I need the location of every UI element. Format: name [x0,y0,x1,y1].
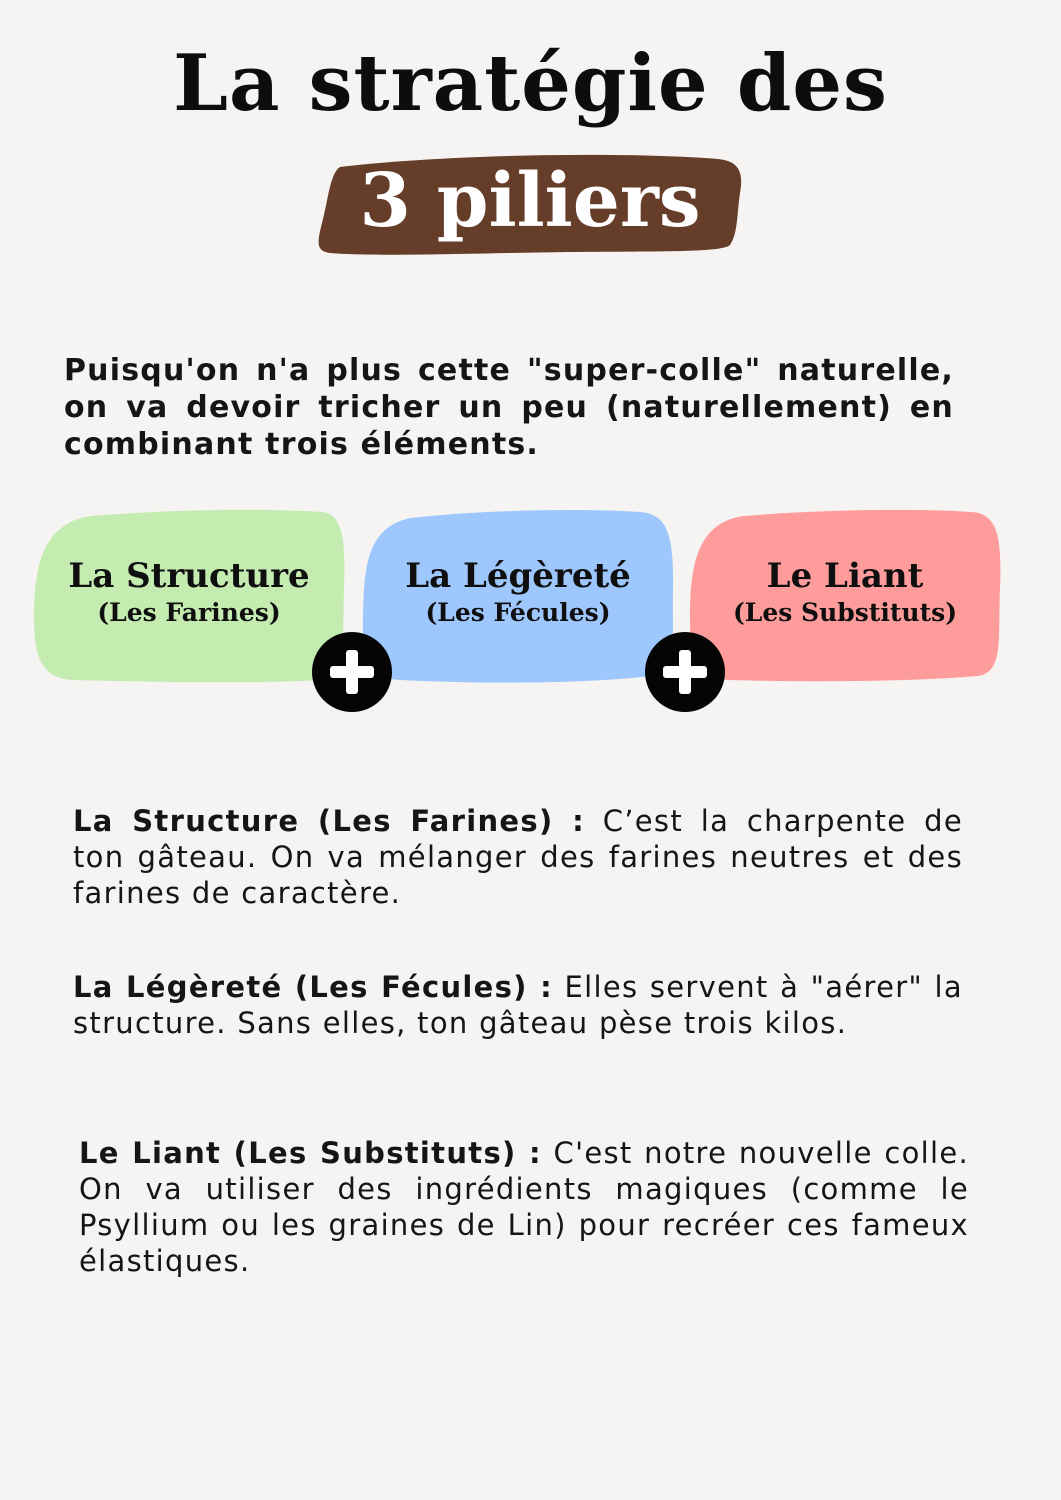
pillar-structure [32,508,346,684]
description-structure [73,803,963,911]
description-lead: Le Liant (Les Substituts) : [79,1136,542,1170]
description-text: C'est notre nouvelle colle. On va utiliser des ingrédients magiques (comme le Psyllium ou les graines de Lin) pour recréer ces fameux élastiques. [79,1136,969,1278]
plus-icon [645,632,725,712]
plus-icon [312,632,392,712]
page-title: La stratégie des [173,38,888,129]
description-lead: La Légèreté (Les Fécules) : [73,970,553,1004]
pillar-name: Le Liant [766,556,924,596]
page-subtitle: 3 piliers [359,158,701,244]
description-lead: La Structure (Les Farines) : [73,804,585,838]
description-liant [79,1135,969,1279]
intro-paragraph: Puisqu'on n'a plus cette "super-colle" naturelle, on va devoir tricher un peu (naturellement) en combinant trois éléments. [64,353,954,462]
pillar-name: La Structure [68,556,310,596]
description-text: Elles servent à "aérer" la structure. Sans elles, ton gâteau pèse trois kilos. [73,970,963,1040]
pillar-name: La Légèreté [405,556,631,596]
description-legerete [73,969,963,1041]
pillar-legerete [360,508,676,684]
pillar-subtitle: (Les Farines) [97,598,281,627]
pillar-subtitle: (Les Substituts) [732,598,958,627]
description-text: C’est la charpente de ton gâteau. On va mélanger des farines neutres et des farines de caractère. [73,804,963,910]
pillar-subtitle: (Les Fécules) [425,598,611,627]
pillar-liant [688,508,1002,684]
